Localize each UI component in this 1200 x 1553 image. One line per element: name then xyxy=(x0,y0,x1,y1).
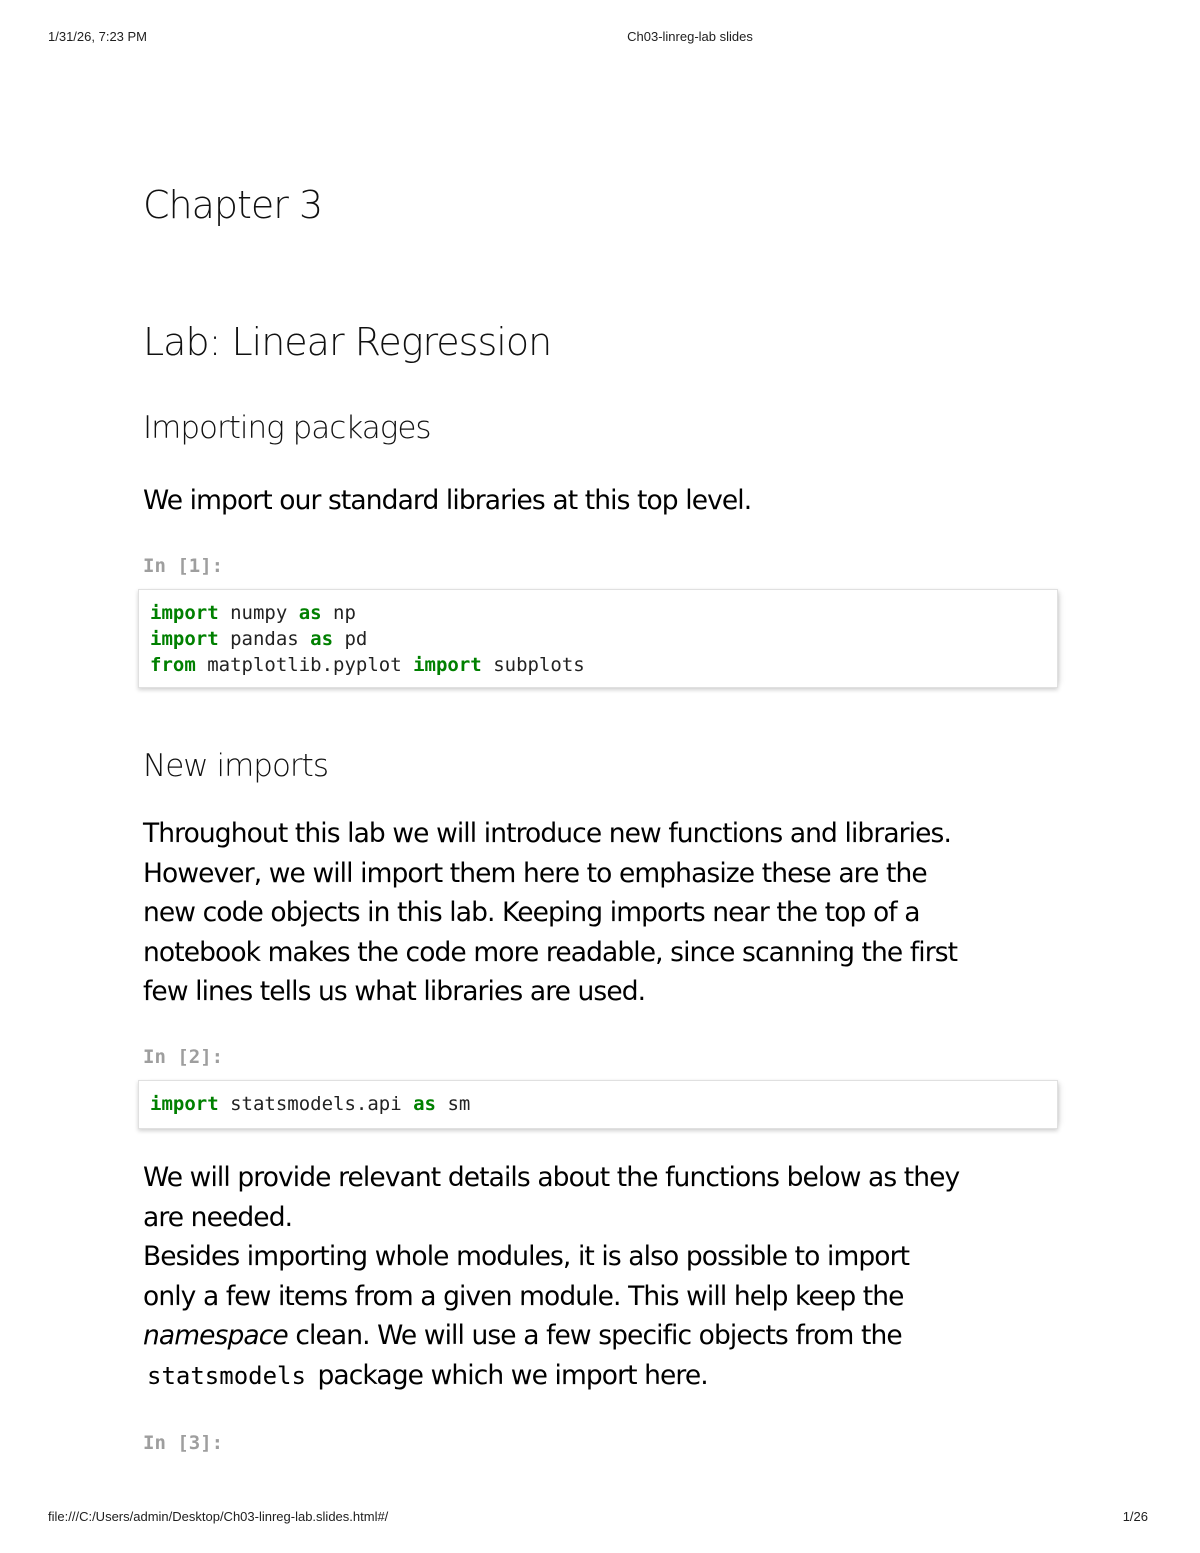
section-heading-new-imports: New imports xyxy=(143,748,328,784)
section-heading-importing: Importing packages xyxy=(143,410,431,446)
details-paragraph xyxy=(143,1158,1043,1397)
code-line xyxy=(150,600,1046,626)
code-text: pd xyxy=(333,628,368,650)
importing-paragraph xyxy=(143,481,1043,521)
details-line-2: are needed. xyxy=(143,1201,293,1233)
new-imports-paragraph xyxy=(143,814,1043,1012)
cell-prompt-1: In [1]: xyxy=(143,555,224,577)
namespace-term: namespace xyxy=(143,1320,288,1352)
new-imports-line-2: However, we will import them here to emphasize these are the xyxy=(143,857,927,889)
print-page-number: 1/26 xyxy=(1122,1509,1148,1524)
code-keyword: as xyxy=(298,602,322,624)
code-block-1 xyxy=(150,600,1046,678)
code-text: statsmodels.api xyxy=(218,1093,414,1115)
print-url: file:///C:/Users/admin/Desktop/Ch03-linreg-lab.slides.html#/ xyxy=(48,1509,389,1524)
print-footer xyxy=(0,1509,1200,1525)
code-text: pandas xyxy=(218,628,311,650)
inline-code-statsmodels: statsmodels xyxy=(147,1361,306,1390)
lab-title: Lab: Linear Regression xyxy=(143,320,552,364)
code-keyword: import xyxy=(150,602,219,624)
code-block-2 xyxy=(150,1091,1046,1117)
code-cell-2[interactable] xyxy=(138,1080,1058,1129)
cell-prompt-2: In [2]: xyxy=(143,1046,224,1068)
code-keyword: import xyxy=(413,654,482,676)
code-line xyxy=(150,626,1046,652)
code-text: sm xyxy=(436,1093,471,1115)
print-title: Ch03-linreg-lab slides xyxy=(627,29,753,44)
new-imports-line-3: new code objects in this lab. Keeping imports near the top of a xyxy=(143,897,920,929)
code-cell-1[interactable] xyxy=(138,589,1058,688)
details-line-6 xyxy=(143,1356,1043,1397)
details-line-4: only a few items from a given module. This will help keep the xyxy=(143,1280,904,1312)
details-line-5-rest: clean. We will use a few specific objects from the xyxy=(287,1320,902,1352)
code-keyword: as xyxy=(310,628,334,650)
code-keyword: import xyxy=(150,628,219,650)
details-line-3: Besides importing whole modules, it is also possible to import xyxy=(143,1241,910,1273)
code-keyword: as xyxy=(413,1093,436,1115)
print-header xyxy=(0,29,1200,45)
code-text: matplotlib.pyplot xyxy=(195,654,414,676)
details-line-5 xyxy=(143,1316,1043,1356)
new-imports-line-4: notebook makes the code more readable, since scanning the first xyxy=(143,936,958,968)
chapter-title: Chapter 3 xyxy=(143,183,323,227)
importing-text: We import our standard libraries at this top level. xyxy=(143,485,752,516)
new-imports-line-5: few lines tells us what libraries are used. xyxy=(143,976,646,1008)
details-line-6-rest: package which we import here. xyxy=(309,1359,708,1391)
cell-prompt-3: In [3]: xyxy=(143,1432,224,1454)
code-keyword: from xyxy=(150,654,196,676)
code-keyword: import xyxy=(150,1093,219,1115)
code-line xyxy=(150,1091,1046,1117)
code-text: numpy xyxy=(218,602,299,624)
print-datetime: 1/31/26, 7:23 PM xyxy=(48,29,148,44)
code-line xyxy=(150,652,1046,678)
code-text: np xyxy=(321,602,356,624)
new-imports-line-1: Throughout this lab we will introduce new functions and libraries. xyxy=(143,818,951,849)
code-text: subplots xyxy=(481,654,585,676)
details-line-1: We will provide relevant details about the functions below as they xyxy=(143,1162,960,1193)
